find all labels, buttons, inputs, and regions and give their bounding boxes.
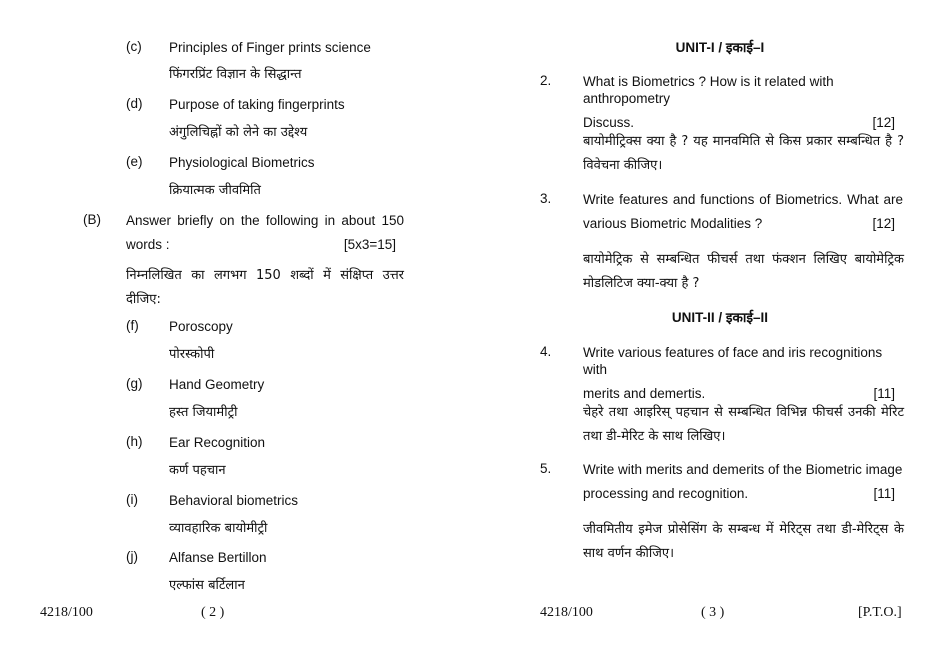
item-f-english: Poroscopy bbox=[169, 319, 233, 334]
section-b-instruction-hindi: निम्नलिखित का लगभग 150 शब्दों में संक्षिप्त उत्तर दीजिए: bbox=[126, 268, 404, 307]
question-3-hindi: बायोमेट्रिक से सम्बन्धित फीचर्स तथा फंक्शन लिखिए बायोमेट्रिक मोडलिटिज क्या-क्या है ? bbox=[583, 252, 904, 291]
item-i-label: (i) bbox=[126, 492, 138, 507]
item-i-english: Behavioral biometrics bbox=[169, 493, 299, 508]
question-4-marks: [11] bbox=[873, 386, 895, 401]
question-2-english bbox=[583, 73, 905, 131]
item-j-label: (j) bbox=[126, 549, 138, 564]
footer-page-number: ( 3 ) bbox=[701, 605, 725, 620]
question-4-number: 4. bbox=[540, 344, 552, 359]
question-5-english bbox=[583, 461, 905, 502]
footer-pto: [P.T.O.] bbox=[858, 605, 902, 620]
item-c-label: (c) bbox=[126, 39, 142, 54]
question-3-line2 bbox=[583, 215, 895, 232]
question-4-english bbox=[583, 344, 905, 402]
section-b-label: (B) bbox=[83, 212, 101, 227]
item-g-label: (g) bbox=[126, 376, 143, 391]
item-c-hindi: फिंगरप्रिंट विज्ञान के सिद्धान्त bbox=[169, 67, 302, 82]
question-3-text-end: various Biometric Modalities ? bbox=[583, 216, 763, 231]
question-3-line1: Write features and functions of Biometrics. What are bbox=[583, 192, 903, 207]
item-f-hindi: पोरस्कोपी bbox=[169, 347, 215, 362]
item-d-english: Purpose of taking fingerprints bbox=[169, 97, 345, 112]
item-g-hindi: हस्त जियामीट्री bbox=[169, 405, 238, 420]
item-j-hindi: एल्फांस बर्टिलान bbox=[169, 578, 245, 593]
footer-page-number: ( 2 ) bbox=[201, 605, 225, 620]
question-5-number: 5. bbox=[540, 461, 552, 476]
item-d-hindi: अंगुलिचिह्नों को लेने का उद्देश्य bbox=[169, 125, 308, 140]
question-2-line2 bbox=[583, 114, 895, 131]
question-4-text-end: merits and demertis. bbox=[583, 386, 706, 401]
item-f-label: (f) bbox=[126, 318, 139, 333]
question-2-hindi: बायोमीट्रिक्स क्या है ? यह मानवमिति से किस प्रकार सम्बन्धित है ? विवेचना कीजिए। bbox=[583, 134, 904, 173]
question-4-hindi: चेहरे तथा आइरिस् पहचान से सम्बन्धित विभिन्न फीचर्स उनकी मेरिट तथा डी-मेरिट के साथ लिखिए। bbox=[583, 405, 904, 444]
question-5-line2 bbox=[583, 485, 895, 502]
item-h-english: Ear Recognition bbox=[169, 435, 266, 450]
item-h-label: (h) bbox=[126, 434, 143, 449]
question-3-marks: [12] bbox=[872, 216, 895, 231]
section-b-instruction-line2 bbox=[126, 236, 396, 253]
question-2-number: 2. bbox=[540, 73, 552, 88]
question-3-number: 3. bbox=[540, 191, 552, 206]
footer-paper-code: 4218/100 bbox=[540, 605, 593, 620]
item-i-hindi: व्यावहारिक बायोमीट्री bbox=[169, 521, 268, 536]
item-e-hindi: क्रियात्मक जीवमिति bbox=[169, 183, 261, 198]
item-e-label: (e) bbox=[126, 154, 143, 169]
footer-paper-code: 4218/100 bbox=[40, 605, 93, 620]
item-c-english: Principles of Finger prints science bbox=[169, 40, 371, 55]
item-d-label: (d) bbox=[126, 96, 143, 111]
section-b-marks: [5x3=15] bbox=[343, 237, 396, 252]
right-page bbox=[470, 0, 943, 648]
item-g-english: Hand Geometry bbox=[169, 377, 265, 392]
question-2-marks: [12] bbox=[872, 115, 895, 130]
question-5-text-end: processing and recognition. bbox=[583, 486, 749, 501]
question-4-line1: Write various features of face and iris recognitions with bbox=[583, 345, 883, 377]
item-j-english: Alfanse Bertillon bbox=[169, 550, 267, 565]
question-5-line1: Write with merits and demerits of the Biometric image bbox=[583, 462, 903, 477]
question-2-line1: What is Biometrics ? How is it related with anthropometry bbox=[583, 74, 834, 106]
question-3-english bbox=[583, 191, 905, 232]
item-e-english: Physiological Biometrics bbox=[169, 155, 315, 170]
unit-1-heading: UNIT-I / इकाई–I bbox=[675, 40, 765, 55]
question-5-marks: [11] bbox=[873, 486, 895, 501]
question-5-hindi: जीवमितीय इमेज प्रोसेसिंग के सम्बन्ध में मेरिट्स तथा डी-मेरिट्स के साथ वर्णन कीजिए। bbox=[583, 522, 904, 561]
section-b-instruction-line1: Answer briefly on the following in about 150 bbox=[126, 213, 404, 228]
question-2-text-end: Discuss. bbox=[583, 115, 635, 130]
left-page bbox=[0, 0, 470, 648]
unit-2-heading: UNIT-II / इकाई–II bbox=[671, 310, 769, 325]
section-b-words: words : bbox=[126, 237, 170, 252]
item-h-hindi: कर्ण पहचान bbox=[169, 463, 226, 478]
question-4-line2 bbox=[583, 385, 895, 402]
